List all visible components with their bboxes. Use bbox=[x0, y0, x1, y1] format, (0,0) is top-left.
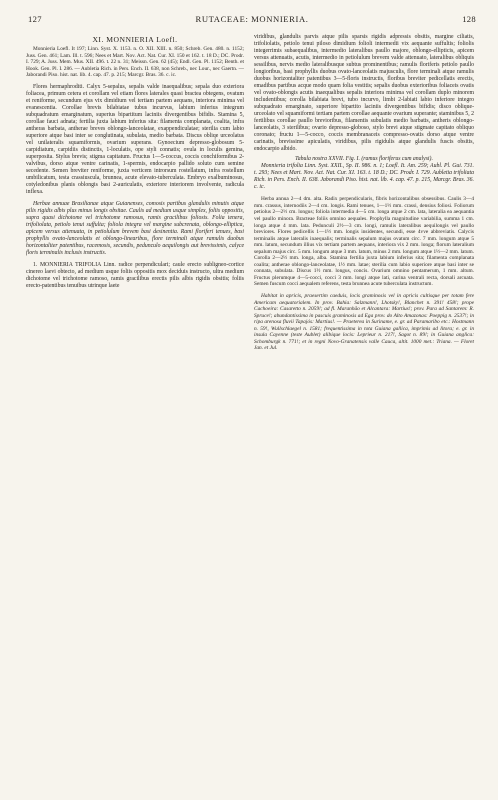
species-distribution: Habitat in apricis, praesertim caeduis, locis graminosis vel in apricis cultisque per totam fere Americam aequatorialem. In prov. Bahia: Salzmann!, Lhotsky!, Blanchet n. 391! 458!; prope Cachoeira: Casaretto n. 2059!; ad fl. Maranhão et Alcantara: Martius!; prov. Para ad Santarem: R. Spruce!; abundantissima in pascuis graminosis ad Ega prov. do Alto Amazonas: Poeppig n. 2537!; in ripa arenosa fluvii Tapajós: Martius!. — Praeterea in Suriname, e. gr. ad Paramaribo etc.: Hostmann n. 59!, Wullschlaegel n. 1581; frequentissima in tota Guiana gallica, imprimis ad litora; e. gr. in insula Cayenne (teste Aublet) alibique locis: Leprieur n. 217!, Sagot n. 89!; in Guiana anglica: Schomburgk n. 771!; et in regni Novo-Granatensis valle Cauca, altit. 1000 met.: Triana. — Floret Jan. et Jul. bbox=[254, 293, 474, 352]
genus-habit: Herbae annuae Brasilianae atque Guianenses, comosis partibus glandulis minutis atque pilis rigidis albis plus minus longis obsitae. Caulis ad medium usque simplex, foliis oppositis, supra quasi dichotome vel trichotome ramosus, ramis gracilibus foliosis. Folia tenera, trifoliolata, petiolo tenui suffulta; foliola integra vel margine subcrenata, oblongo-elliptica, apicem versus attenuata, in petiolulum brevem basi desinentia. Rami floriferi tenues, basi prophyllis ovato-lanceolatis et oblongo-linearibus, flore terminali atque ramulis duobus horizontaliter patentibus, racemosis, secundis, pedunculo aequilongis aut brevissimis, calyce floris terminalis inclusis instructis. bbox=[26, 201, 244, 257]
plate-caption: Tabula nostra XXVII. Fig. I. (ramus floriferus cum analysi). bbox=[295, 156, 433, 163]
species-description-start: 1. MONNIERIA TRIFOLIA Linn. radice perpendiculari; caule erecto subligneo-cortice cinereo laevi obtecto, ad medium usque foliis oppositis mox deciduis instructo, ultra medium dichotome vel trichotome ramoso, ramis gracilibus erectis pilis albis rigidis obsitis; foliis erecto-patentibus tenuibus utrinque laete bbox=[26, 262, 244, 290]
genus-synonymy: Monnieria Loefl. It 197; Linn. Syst. X. 1153. n. O. XII. XIII. n. 850; Schreb. Gen. 480. n. 1152; Juss. Gen. 461; Lam. Ill. t. 596; Nees et Mart. Nov. Act. Nat. Cur. XI. 150 et 162. t. 18 D.; DC. Prodr. I. 729; A. Juss. Mem. Mus. XII. 496. t. 22 n. 31; Meissn. Gen. 62 (45); Endl. Gen. Pl. 1152; Benth. et Hook. Gen. Pl. I. 286. — Aubletia Rich. in Pers. Ench. II. 638, non Schreb., nec Lour., nec Gaertn. — Jaborandi Piso. hist. nat. lib. 4. cap. 47. p. 215; Marcgr. Bras. 36. c. ic. bbox=[26, 46, 244, 79]
species-description-cont: viridibus, glandulis parvis atque pilis sparsis rigidis adpressis obsitis, margine ciliatis, trifoliolatis, petiolo tenui piloso dimidium folioli intermedii vix aequante suffultis; foliolis integerrimis subaequalibus, intermedio lateralibus paullo majore, oblongo-ellipticis, apicem versus attenuatis, acutis, intermedio in petiolulum brevem valde attenuato, lateralibus obliquis sessilibus, nervis medio lateralibusque subtus prominentibus; ramulis floriferis petiolo paullo longioribus, basi prophyllis duobus ovato-lanceolatis majusculis, flore terminali atque ramulis duobus horizontaliter patentibus 3—5-floris instructis, floribus breviter pedicellatis erectis, emadibus partibus acque modo quam folia vestitis; sepalis duobus exterioribus foliaceis ovatis vel ovato-oblongis acutis inaequalibus sepalis interiora minima vel corollam duplo minorem includentibus; corolla bilabiata brevi, tubo incurvo, limbi 2-labiati labio inferiore integro subquadrato emarginato, superiore bipartito laciniis divergentibus bifidis; disco oblique-urceolato vel squamiformi tertiam partem corollae aequante ovarium superante; staminibus 5, 2 fertilibus corollae paullo brevioribus, filamentis subulatis medio barbatis, antheris oblongo-lanceolatis, 3 sterilibus; ovario depresso-globoso, stylo brevi atque stigmate capitato obliquo coronato; fructu 1—5-cocco, coccis membranaceis compresso-ovatis dorso atque ventre carinatis, brevissime apiculatis, viridibus, pilis rigidulis atque glandulis fuscis obsitis, endocarpio albido. bbox=[254, 34, 474, 153]
right-column bbox=[254, 34, 474, 352]
genus-description: Flores hermaphroditi. Calyx 5-sepalus, sepalis valde inaequalibus; sepala duo exteriora foliacea, primum cetera et corollam vel etiam flores laterales quasi bractea obtegens, ovatum et reniforme, secundum ejus vix dimidium vel tertiam partem aequans, interiora minima vel evanescentia. Corollae brevis bilabiatae tubus incurvus, labium inferius integrum subquadratum emarginatum, superius bipartitum laciniis divergentibus bifidis. Stamina 5, corollae fauci adnata; fertilia juxta labium inferius sita: filamenta complanata, coalita, infra antheras barbata, antherae breves oblongo-lanceolatae, exappendiculatae; sterilia cum labio superiore atque basi inter se conglutinata, subulata, medio barbata. Discus obliqe urceolatus vel unilateralis squamiformis, ovarium superans. Gynoecium depresso-globosum 5-carpidiatum, carpidiis distinctis, 1-loculatis, ope styli connatis; ovula in loculis gemina, superposita. Stylus brevis; stigma capitatum. Fructus 1—5-coccus, coccis conchiformibus 2-valvibus, dorso atque ventre carinatis, 1-spermis, endocarpio pallido soluto cum semine secedente. Semen breviter reniforme, juxta verticem introrsum rostellatum, infra rostellum umbilicatum, testa crassiuscula, brunnea, acute elevato-tuberculata. Embryo exalbuminosus, cotyledonibus planis oblongis basi 2-auriculatis, exteriore interiorem involvente, radicula inflexa. bbox=[26, 83, 244, 195]
species-synonymy: Monnieria trifolia Linn. Syst. XXII., Sp. II. 986. n. 1; Loefl. It. Am. 259; Aubl. Pl. Gui. 731. t. 293; Nees et Mart. Nov. Act. Nat. Cur. XI. 163. t. 18 D.; DC. Prodr. I. 729. Aubletia trifoliata Rich. in Pers. Ench. II. 638. Jaborandi Piso. hist. nat. lib. 4. cap. 47. p. 215, Marcgr. Bras. 36. c. ic. bbox=[254, 163, 474, 191]
running-title: RUTACEAE: MONNIERIA. bbox=[195, 14, 309, 24]
page-number-left: 127 bbox=[28, 14, 42, 24]
species-measurements: Herba annua 2—4 dm. alta. Radix perpendicularis, fibris horizontalibus obsessibus. Caulis 3—4 mm. crassus, internodiis 2—4 cm. longis. Rami tenues, 1—1½ mm. crassi, densius foliosi. Foliorum petiolus 2—2½ cm. longus; foliola intermedia 4—5 cm. longa atque 2 cm. lata, lateralia ea aequantia vel paullo minora. Bracteae foliis omnino aequales. Prophylla magnitudine variabilia, summa 1 cm. longa atque 4 mm. lata. Pedunculi 2½—3 cm. longi, ramulis lateralibus aequilongis vel paullo breviores. Flores pedicellis 1—1½ mm. longis insidentes, secundi, esse 4vve abbreviatis. Calycis terminalis atque lateralis inaequalis; terminalis sepalum majus ovatum circ. 7 mm. longum atque 5 mm. latum, secundum illius vix tertiam partem aequans, interiora vix 2 mm. longa; florum lateralium sepalum majus circ. 5 mm. longum atque 3 mm. latum, minus 2 mm. longum atque 1½—2 mm. latum. Corolla 2—2½ mm. longa, alba. Stamina fertilia juxta labium inferius sita; filamenta complanata coalita; antherae oblongo-lanceolatae, 1½ mm. latae; sterilia cum labio superiore atque basi inter se connata, subulata. Discus 1½ mm. longus, concis. Ovarium omnino pentamerum, 1 mm. altum. Fructus plerumque 4—5-cocci, cocci 3 mm. longi atque lati, carina ventrali recta, dorsali arcuata. Semen fuscum cocci aequalem referens, testa brunnea acute tuberculata instructum. bbox=[254, 196, 474, 288]
page-number-right: 128 bbox=[462, 14, 476, 24]
running-head bbox=[28, 14, 476, 26]
genus-title: XI. MONNIERIA Loefl. bbox=[92, 35, 178, 44]
left-column bbox=[26, 34, 244, 290]
